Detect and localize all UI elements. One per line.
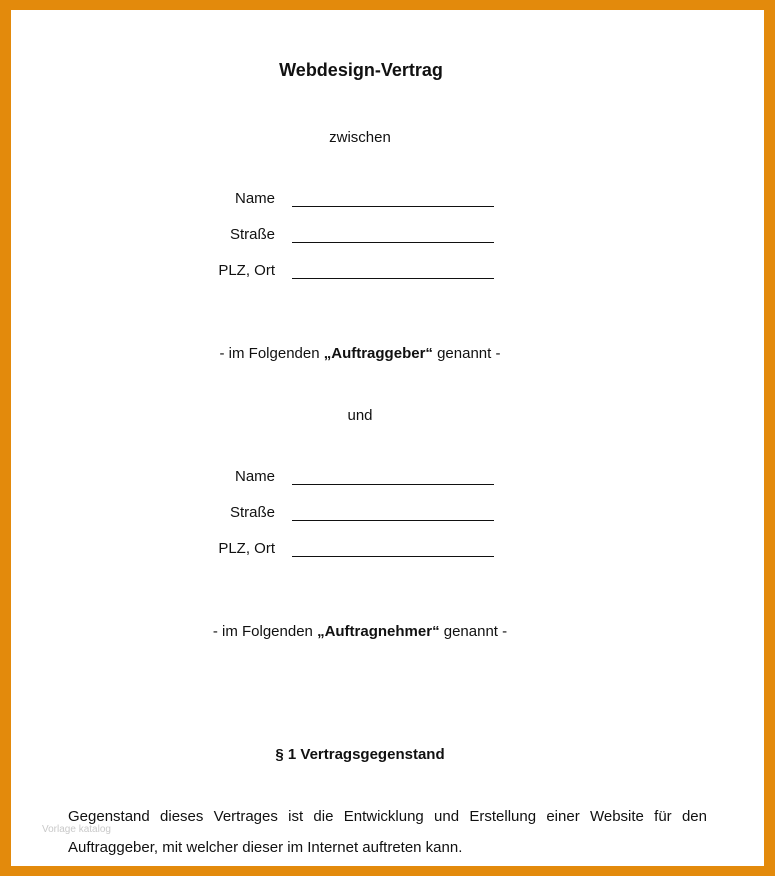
party2-street-line [292,520,494,521]
party2-designation-prefix: - im Folgenden [212,623,318,640]
section1-paragraph-line2: Auftraggeber, mit welcher dieser im Internet auftreten kann. [68,839,463,856]
party1-name-line [292,206,494,207]
party1-designation [11,345,709,362]
party2-designation-suffix: genannt - [439,623,508,640]
party1-city-line [292,278,494,279]
party2-street-label: Straße [229,504,275,521]
document-title: Webdesign-Vertrag [279,60,443,80]
party2-city-line [292,556,494,557]
document-page [11,10,764,866]
party1-designation-suffix: genannt - [432,345,501,362]
section1-heading: § 1 Vertragsgegenstand [275,746,445,763]
party2-name-row [11,468,764,490]
party1-street-label: Straße [229,226,275,243]
party1-name-label: Name [234,190,275,207]
party2-city-row [11,540,764,562]
section1-paragraph-line1: Gegenstand dieses Vertrages ist die Entwicklung und Erstellung einer Website für den [68,808,707,825]
party2-city-label: PLZ, Ort [218,540,275,557]
party2-designation [11,623,709,640]
party1-city-label: PLZ, Ort [218,262,275,279]
and-text: und [347,407,373,424]
party2-street-row [11,504,764,526]
party1-street-row [11,226,764,248]
party2-name-label: Name [234,468,275,485]
party1-designation-prefix: - im Folgenden [219,345,324,362]
between-text: zwischen [329,129,391,146]
party1-street-line [292,242,494,243]
party1-city-row [11,262,764,284]
party1-designation-role: „Auftraggeber“ [323,345,433,362]
party1-name-row [11,190,764,212]
watermark-text: Vorlage katalog [42,824,111,835]
party2-designation-role: „Auftragnehmer“ [317,623,440,640]
party2-name-line [292,484,494,485]
